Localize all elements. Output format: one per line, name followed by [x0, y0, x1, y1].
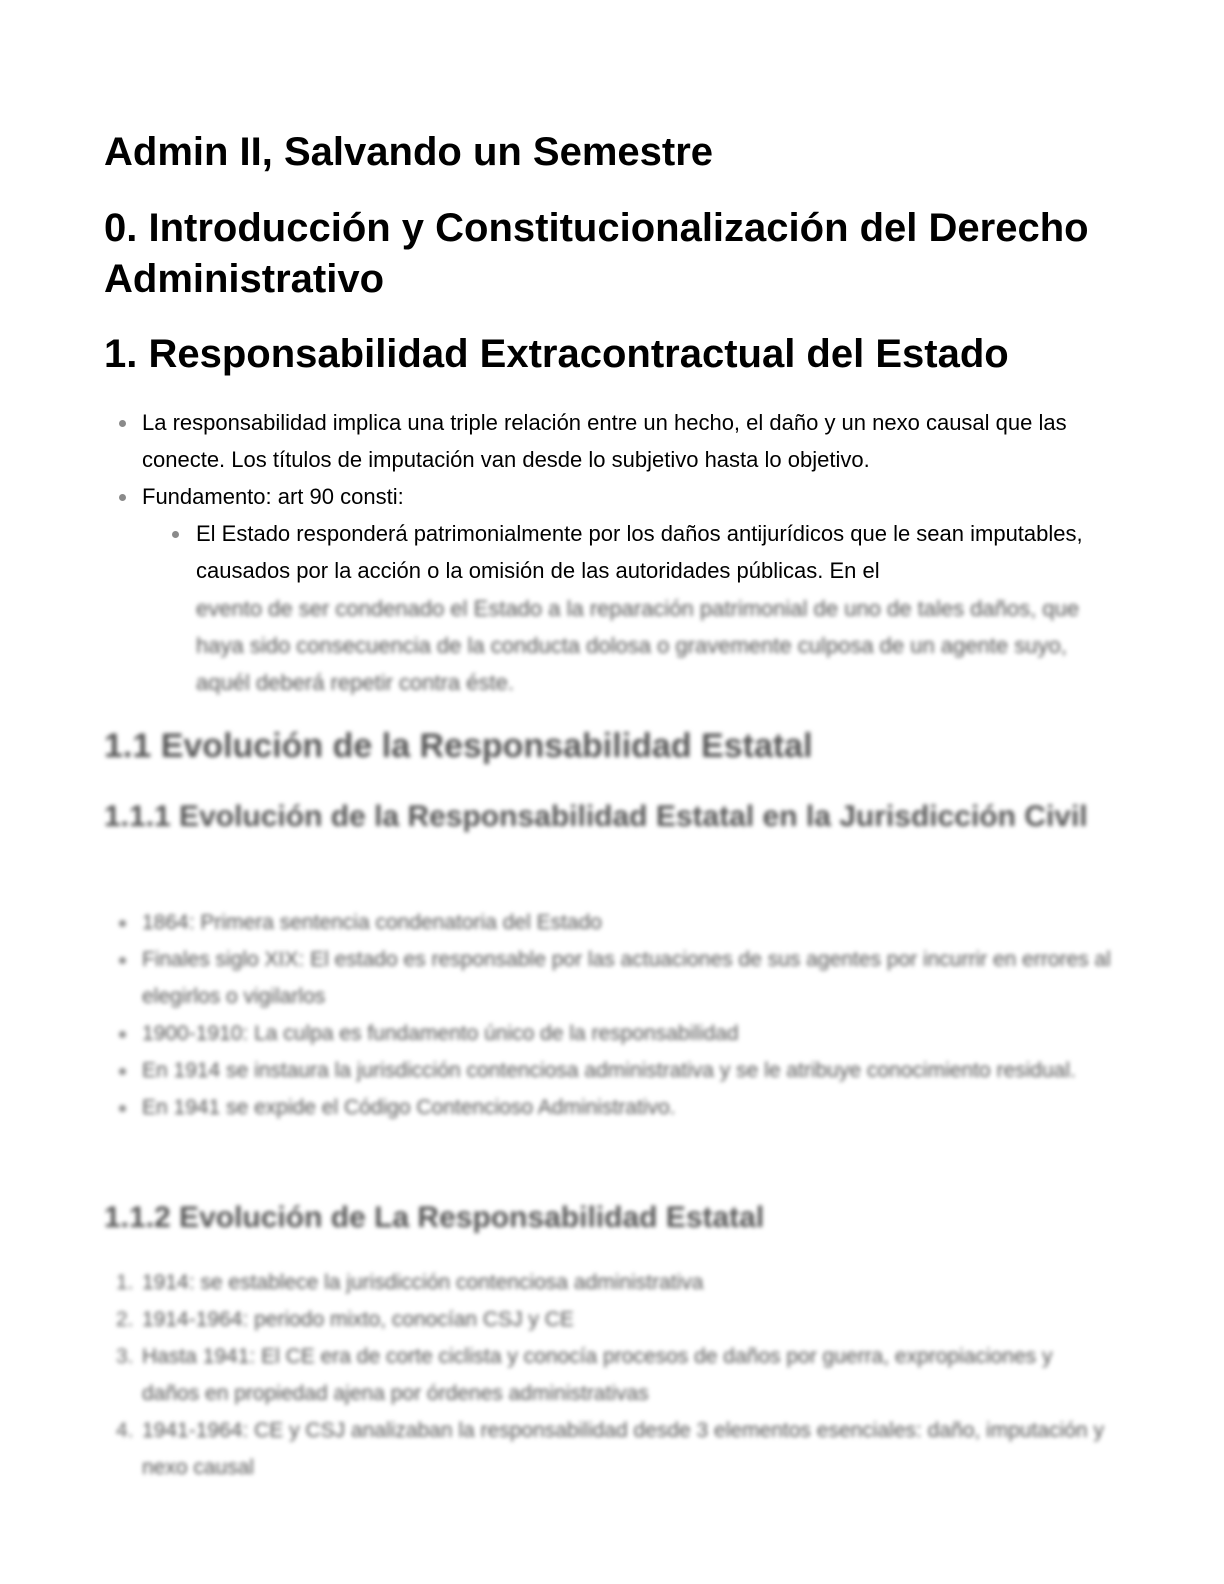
- section-1-1-2-heading: 1.1.2 Evolución de La Responsabilidad Estatal: [104, 1201, 765, 1234]
- list-item: En 1941 se expide el Código Contencioso Administrativo.: [104, 1089, 1114, 1126]
- list-number: 3.: [116, 1345, 134, 1368]
- list-item: [104, 1264, 1114, 1301]
- list-item: 1900-1910: La culpa es fundamento único de la responsabilidad: [104, 1015, 1114, 1052]
- list-item: [104, 1301, 1114, 1338]
- list-item-text: 1914: se establece la jurisdicción contenciosa administrativa: [142, 1271, 704, 1294]
- list-item: 1864: Primera sentencia condenatoria del Estado: [104, 904, 1114, 941]
- list-item: En 1914 se instaura la jurisdicción contenciosa administrativa y se le atribuye conocimiento residual.: [104, 1052, 1114, 1089]
- section-1-1-1-heading: 1.1.1 Evolución de la Responsabilidad Estatal en la Jurisdicción Civil: [104, 800, 1088, 833]
- section-1-heading: 1. Responsabilidad Extracontractual del Estado: [104, 332, 1009, 376]
- list-item-text: Hasta 1941: El CE era de corte ciclista y conocía procesos de daños por guerra, expropiaciones y daños en propiedad ajena por órdenes administrativas: [142, 1345, 1053, 1405]
- list-item-text: 1914-1964: periodo mixto, conocían CSJ y CE: [142, 1308, 574, 1331]
- list-item-text: 1941-1964: CE y CSJ analizaban la responsabilidad desde 3 elementos esenciales: daño, imputación y nexo causal: [142, 1419, 1104, 1479]
- blurred-paragraph-continuation: evento de ser condenado el Estado a la reparación patrimonial de uno de tales daños, que haya sido consecuencia de la conducta dolosa o gravemente culposa de un agente suyo, aquél deberá repetir contra éste.: [196, 596, 1080, 695]
- list-item: La responsabilidad implica una triple relación entre un hecho, el daño y un nexo causal que las conecte. Los títulos de imputación van desde lo subjetivo hasta lo objetivo.: [104, 404, 1114, 478]
- list-number: 4.: [116, 1419, 134, 1442]
- section-0-heading: 0. Introducción y Constitucionalización del Derecho Administrativo: [104, 206, 1089, 301]
- section-1-1-1-list: [104, 904, 1114, 1126]
- list-item: [104, 1412, 1114, 1486]
- list-number: 1.: [116, 1271, 134, 1294]
- section-1-1-2-list: [104, 1264, 1114, 1486]
- list-number: 2.: [116, 1308, 134, 1331]
- list-item-nested: El Estado responderá patrimonialmente por los daños antijurídicos que le sean imputables, causados por la acción o la omisión de las autoridades públicas. En el: [104, 515, 1114, 589]
- list-item: Fundamento: art 90 consti:: [104, 478, 1114, 515]
- list-item: [104, 1338, 1114, 1412]
- section-1-1-heading: 1.1 Evolución de la Responsabilidad Estatal: [104, 727, 813, 765]
- section-1-bullet-list: [104, 404, 1114, 589]
- list-item: Finales siglo XIX: El estado es responsable por las actuaciones de sus agentes por incurrir en errores al elegirlos o vigilarlos: [104, 941, 1114, 1015]
- document-title: Admin II, Salvando un Semestre: [104, 130, 714, 174]
